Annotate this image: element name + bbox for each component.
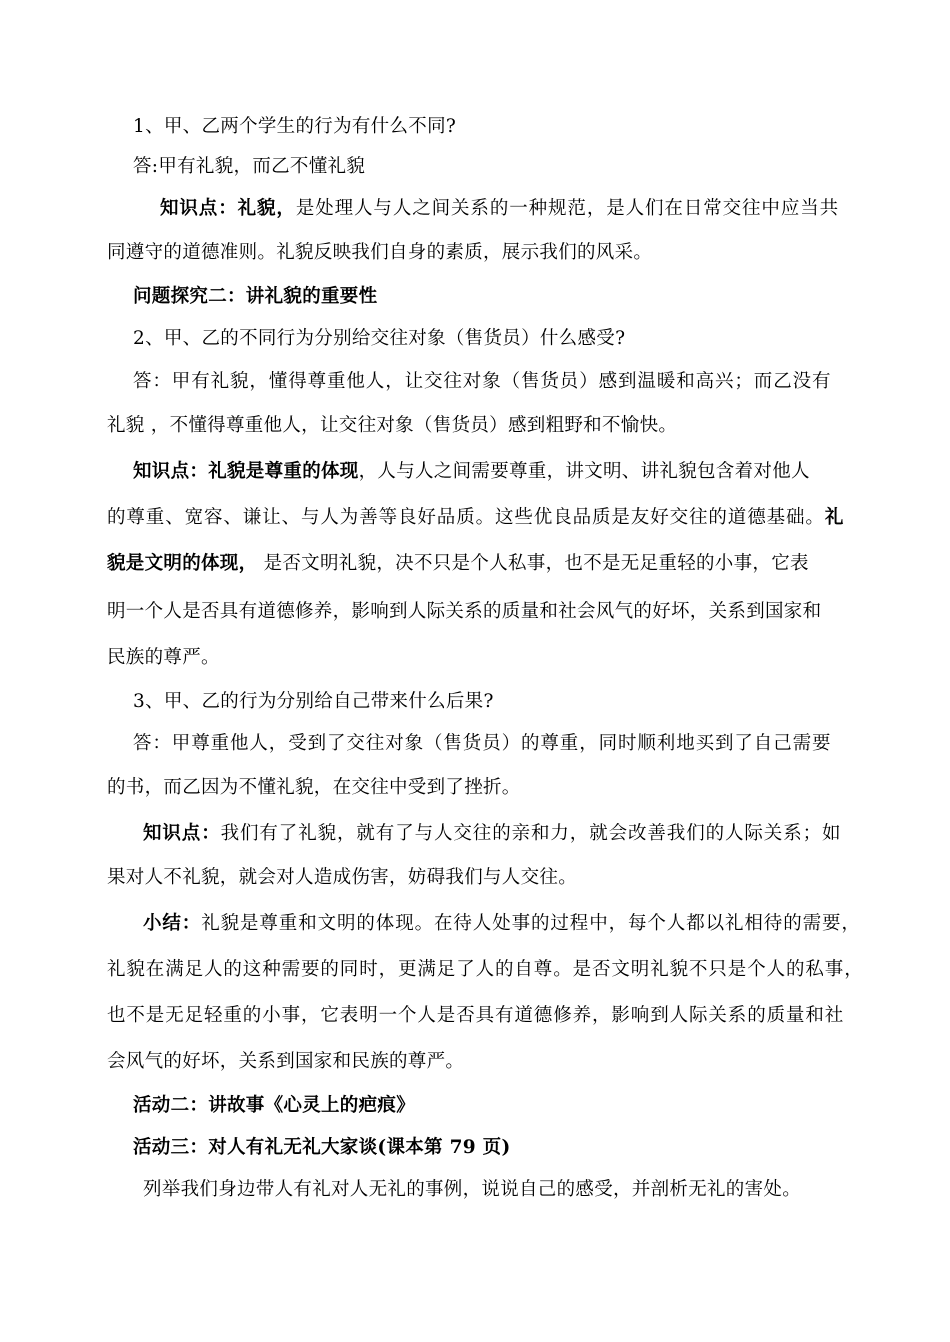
activity-2-heading: 活动二：讲故事《心灵上的疤痕》	[133, 1095, 416, 1116]
summary-line-2: 礼貌在满足人的这种需要的同时，更满足了人的自尊。是否文明礼貌不只是个人的私事，	[107, 959, 864, 980]
knowledge-point-1: 知识点：礼貌，是处理人与人之间关系的一种规范，是人们在日常交往中应当共	[160, 198, 840, 219]
summary-line-3: 也不是无足轻重的小事，它表明一个人是否具有道德修养，影响到人际关系的质量和社	[107, 1005, 845, 1026]
answer-3-line-1: 答：甲尊重他人，受到了交往对象（售货员）的尊重，同时顺利地买到了自己需要	[133, 733, 832, 754]
summary-line-1: 小结：礼貌是尊重和文明的体现。在待人处事的过程中，每个人都以礼相待的需要，	[143, 913, 861, 934]
activity-3-description: 列举我们身边带人有礼对人无礼的事例，说说自己的感受，并剖析无礼的害处。	[143, 1179, 802, 1200]
knowledge-point-2-line-2: 的尊重、宽容、谦让、与人为善等良好品质。这些优良品质是友好交往的道德基础。礼	[107, 507, 845, 528]
activity-3-heading: 活动三：对人有礼无礼大家谈(课本第 79 页)	[133, 1137, 511, 1158]
knowledge-point-1-cont: 同遵守的道德准则。礼貌反映我们自身的素质，展示我们的风采。	[107, 242, 653, 263]
question-3: 3、甲、乙的行为分别给自己带来什么后果?	[133, 691, 494, 712]
answer-1: 答:甲有礼貌，而乙不懂礼貌	[133, 156, 366, 177]
answer-2-line-1: 答：甲有礼貌，懂得尊重他人，让交往对象（售货员）感到温暖和高兴；而乙没有	[133, 371, 832, 392]
question-1: 1、甲、乙两个学生的行为有什么不同?	[133, 116, 457, 137]
section-heading-2: 问题探究二：讲礼貌的重要性	[133, 286, 378, 307]
knowledge-point-2: 知识点：礼貌是尊重的体现，人与人之间需要尊重，讲文明、讲礼貌包含着对他人	[133, 461, 810, 482]
knowledge-point-3-line-2: 果对人不礼貌，就会对人造成伤害，妨碍我们与人交往。	[107, 867, 578, 888]
answer-3-line-2: 的书，而乙因为不懂礼貌，在交往中受到了挫折。	[107, 777, 521, 798]
summary-line-4: 会风气的好坏，关系到国家和民族的尊严。	[107, 1051, 465, 1072]
knowledge-point-2-line-3: 貌是文明的体现， 是否文明礼貌，决不只是个人私事，也不是无足重轻的小事，它表	[107, 553, 809, 574]
knowledge-point-2-line-4: 明一个人是否具有道德修养，影响到人际关系的质量和社会风气的好坏，关系到国家和	[107, 601, 822, 622]
answer-2-line-2: 礼貌 ，不懂得尊重他人，让交往对象（售货员）感到粗野和不愉快。	[107, 415, 678, 436]
knowledge-point-3: 知识点：我们有了礼貌，就有了与人交往的亲和力，就会改善我们的人际关系；如	[143, 823, 842, 844]
knowledge-point-2-line-5: 民族的尊严。	[107, 647, 220, 668]
question-2: 2、甲、乙的不同行为分别给交往对象（售货员）什么感受?	[133, 328, 626, 349]
